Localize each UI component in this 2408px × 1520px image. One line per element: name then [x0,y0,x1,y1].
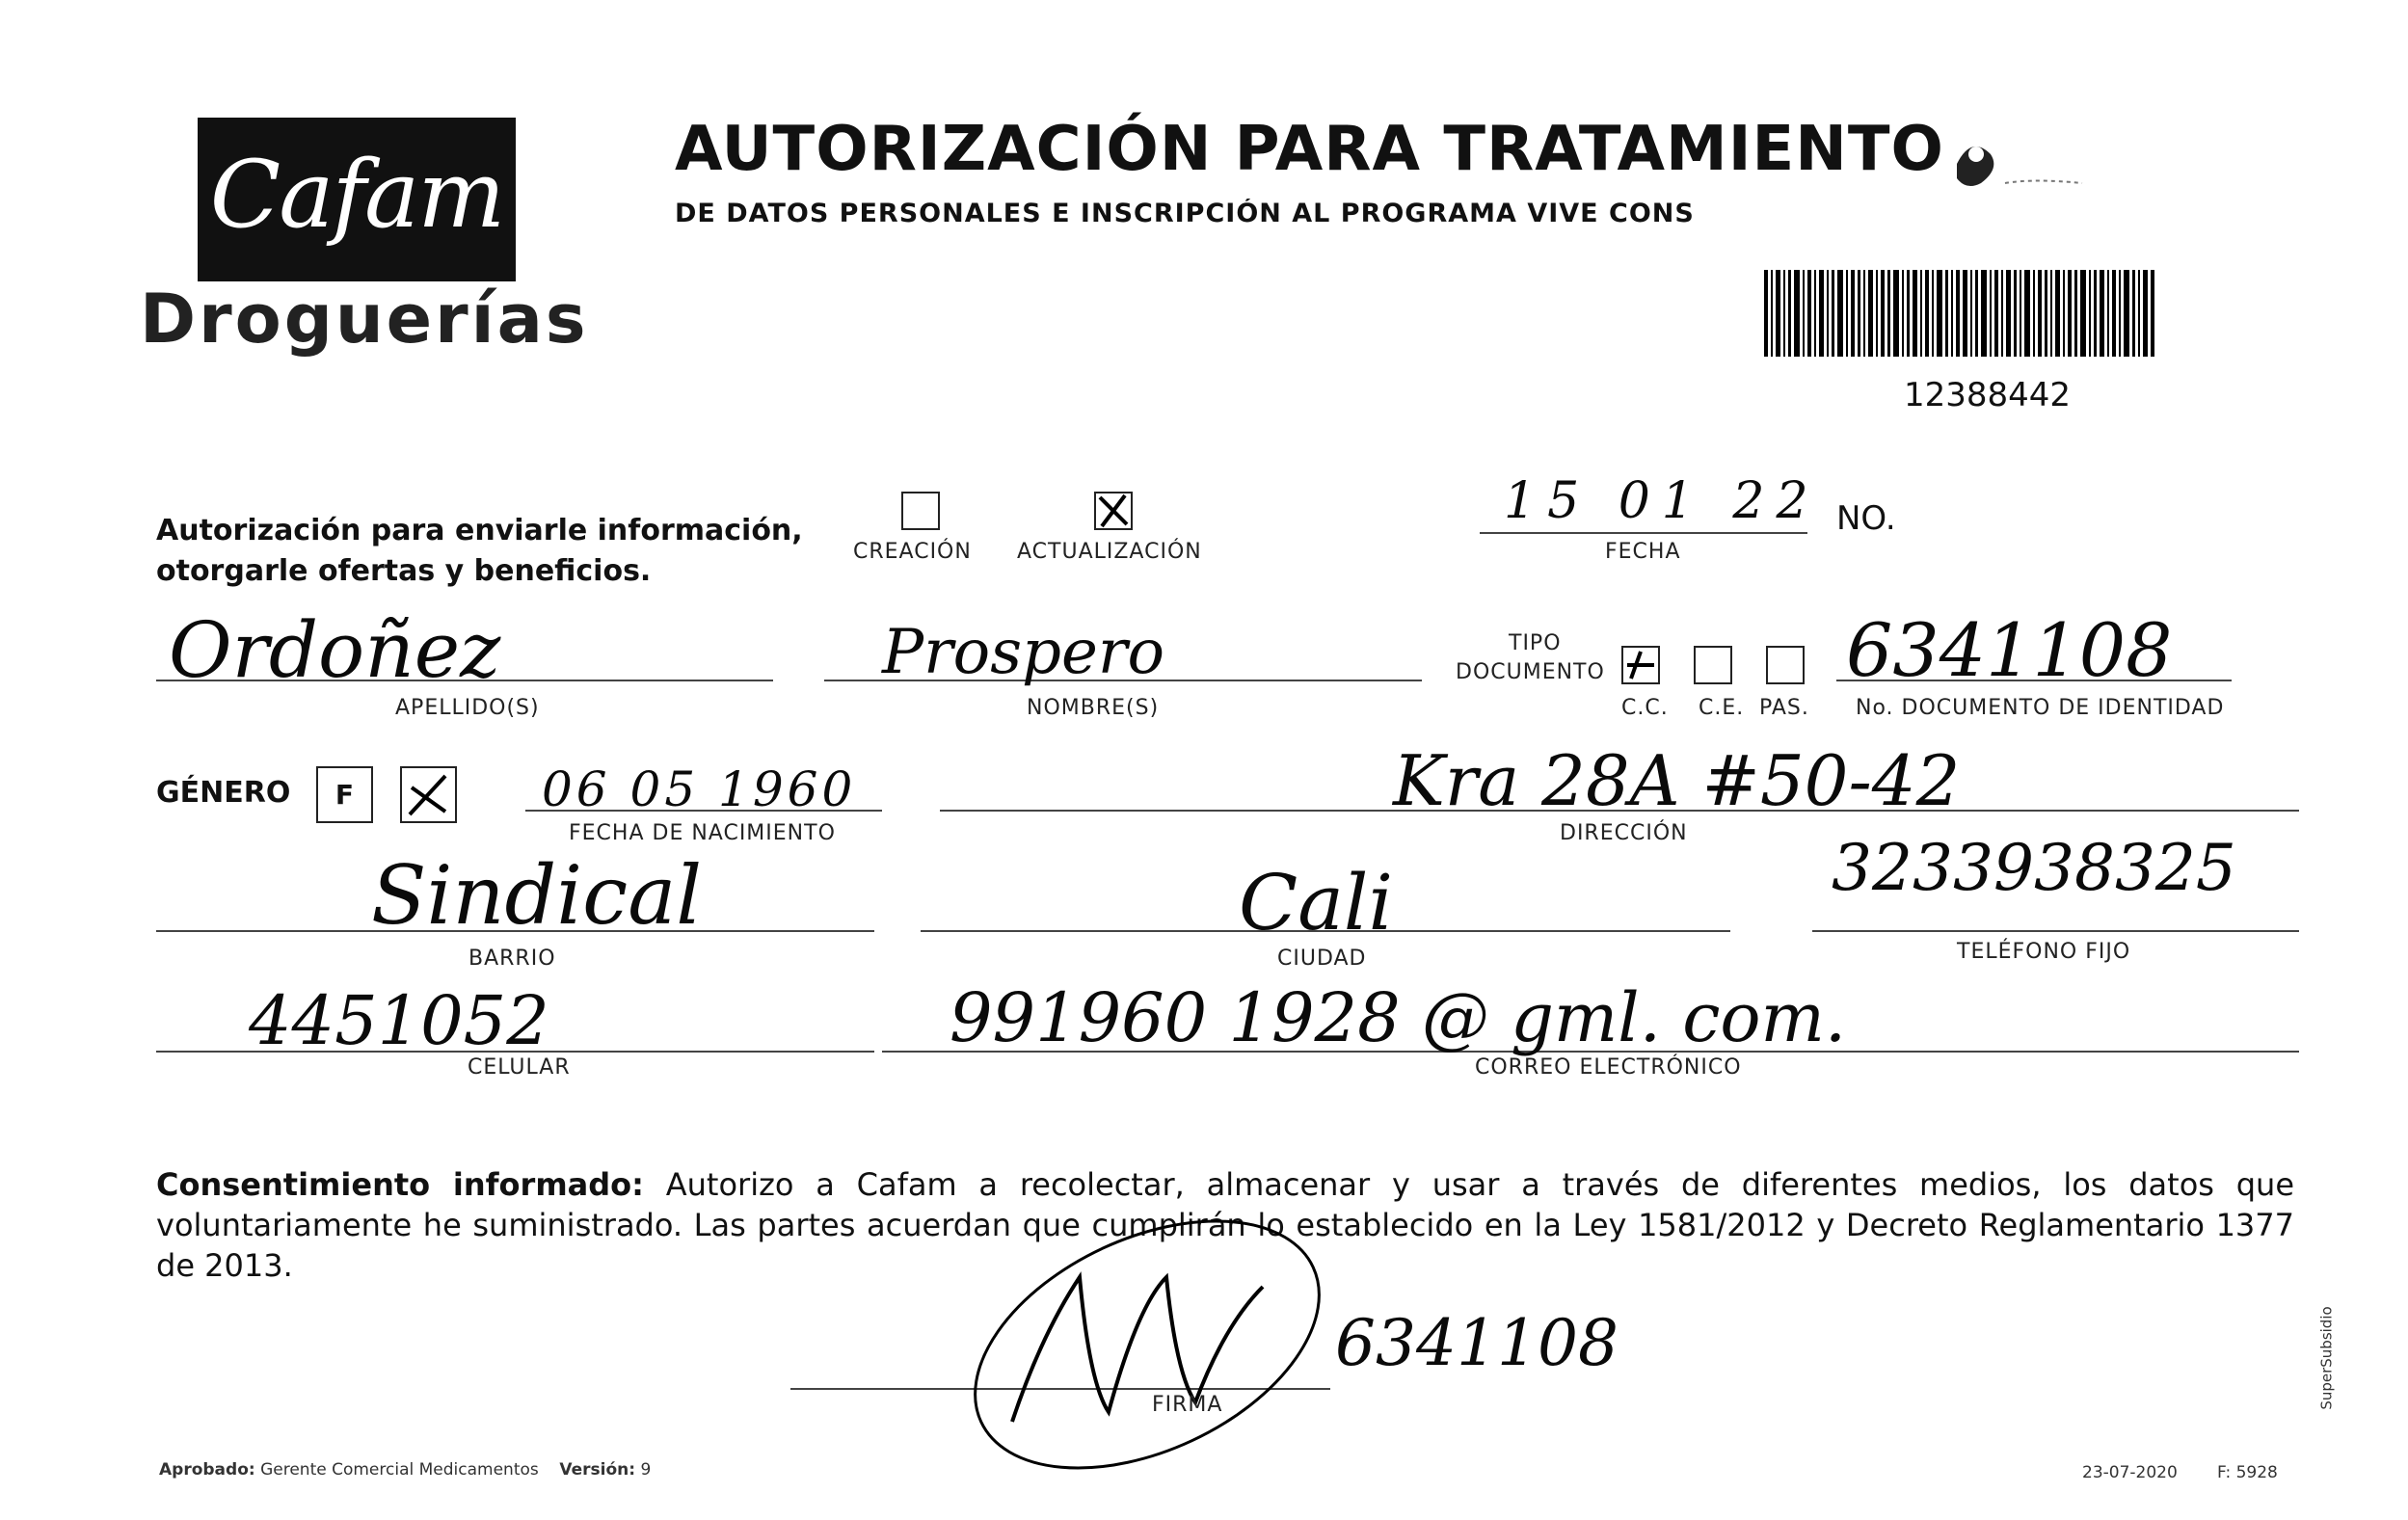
direccion-label: DIRECCIÓN [1560,821,1688,845]
barcode-number: 12388442 [1904,376,2072,414]
ciudad-value[interactable]: Cali [1239,858,1394,947]
celular-label: CELULAR [468,1055,571,1080]
ciudad-label: CIUDAD [1277,947,1367,971]
authorization-intro-line1: Autorización para enviarle información, [156,514,803,547]
authorization-intro [156,511,803,592]
check-mark-icon [1623,648,1658,682]
apellidos-value[interactable]: Ordoñez [169,605,501,695]
barrio-value[interactable]: Sindical [371,848,703,943]
nombres-label: NOMBRE(S) [1027,696,1160,720]
consent-body: Autorizo a Cafam a recolectar, almacenar y usar a través de diferentes medios, los datos que voluntariamente he suministrado. Las partes acuerdan que cumplirán lo establecido en la Ley 1581/2012 y Decreto Reglamentario 1377 de 2013. [156,1166,2295,1284]
creacion-checkbox[interactable] [901,492,940,530]
tipo-ce-label: C.E. [1699,696,1745,720]
barrio-label: BARRIO [468,947,556,971]
check-mark-icon [1096,493,1131,528]
correo-value[interactable]: 991960 1928 @ gml. com. [950,978,1847,1057]
signature-scribble-icon [954,1219,1359,1470]
fecha-nacimiento-value[interactable]: 06 05 1960 [542,761,857,817]
nombres-value[interactable]: Prospero [882,617,1164,688]
tipo-pas-label: PAS. [1759,696,1809,720]
direccion-value[interactable]: Kra 28A #50-42 [1393,740,1961,821]
actualizacion-checkbox[interactable] [1094,492,1133,530]
documento-value[interactable]: 6341108 [1846,607,2173,693]
barcode [1764,270,2159,357]
form-subtitle: DE DATOS PERSONALES E INSCRIPCIÓN AL PROGRAMA VIVE CONS [675,199,1695,228]
creacion-label: CREACIÓN [853,540,972,564]
fecha-nacimiento-label: FECHA DE NACIMIENTO [569,821,836,845]
aprobado-value: Gerente Comercial Medicamentos [260,1460,539,1480]
side-vertical-text: SuperSubsidio [2317,1306,2336,1410]
authorization-intro-line2: otorgarle ofertas y beneficios. [156,554,652,588]
tipo-pas-checkbox[interactable] [1766,646,1805,684]
version-value: 9 [640,1460,652,1480]
documento-label: No. DOCUMENTO DE IDENTIDAD [1856,696,2225,720]
celular-value[interactable]: 4451052 [249,981,549,1060]
fecha-value[interactable]: 15 01 22 [1504,472,1820,530]
form-title: AUTORIZACIÓN PARA TRATAMIENTO [675,114,1944,185]
no-label: NO. [1836,499,1896,538]
footer-code: F: 5928 [2217,1463,2278,1482]
firma-number: 6341108 [1335,1306,1619,1380]
apellidos-label: APELLIDO(S) [395,696,540,720]
correo-label: CORREO ELECTRÓNICO [1475,1055,1742,1080]
stamp-seal-icon [1938,125,2101,212]
actualizacion-label: ACTUALIZACIÓN [1017,540,1202,564]
version-label: Versión: [559,1460,636,1480]
genero-label: GÉNERO [156,776,291,810]
aprobado-label: Aprobado: [159,1460,255,1480]
tipo-cc-checkbox[interactable] [1621,646,1660,684]
telefono-line [1812,930,2299,932]
telefono-value[interactable]: 3233938325 [1832,831,2236,905]
tipo-documento-label-1: TIPO [1509,631,1562,655]
tipo-documento-label-2: DOCUMENTO [1456,660,1605,684]
consent-heading: Consentimiento informado: [156,1166,644,1203]
tipo-ce-checkbox[interactable] [1694,646,1732,684]
check-mark-icon [402,768,455,821]
firma-label: FIRMA [1152,1393,1223,1417]
logo-text: Cafam [209,141,504,249]
footer-approval [159,1460,651,1480]
logo-subtext: Droguerías [140,280,589,359]
fecha-label: FECHA [1605,540,1681,564]
genero-m-checkbox[interactable] [400,766,457,823]
cafam-logo [198,118,516,281]
tipo-cc-label: C.C. [1621,696,1669,720]
footer-date: 23-07-2020 [2082,1463,2178,1482]
fecha-line [1480,532,1807,534]
genero-f-checkbox[interactable]: F [316,766,373,823]
telefono-label: TELÉFONO FIJO [1957,940,2131,964]
